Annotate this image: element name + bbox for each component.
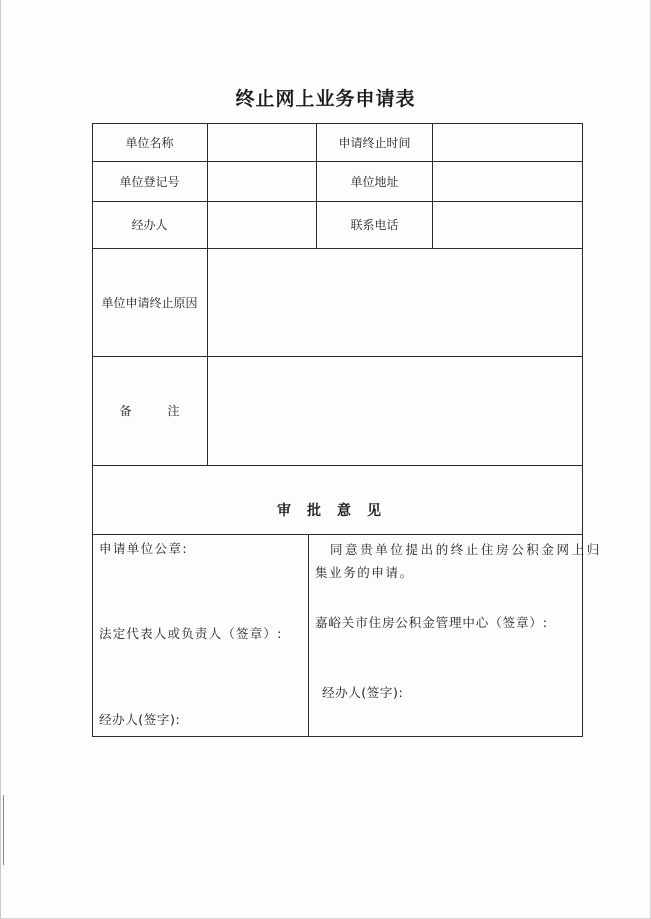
opinion-text-line2: 集业务的申请。 <box>315 565 414 580</box>
scan-mark <box>3 795 4 865</box>
approval-heading: 审批意见 <box>277 503 397 519</box>
handler-label: 经办人 <box>131 218 168 232</box>
remarks-field[interactable] <box>208 357 582 465</box>
unit-registration-field[interactable] <box>208 162 316 201</box>
opinion-text-line1: 同意贵单位提出的终止住房公积金网上归 <box>330 542 602 557</box>
phone-label: 联系电话 <box>350 218 399 232</box>
termination-reason-field[interactable] <box>208 249 582 356</box>
scan-edge <box>0 0 1 919</box>
applicant-handler-label: 经办人(签字): <box>99 712 181 727</box>
unit-address-field[interactable] <box>433 162 582 201</box>
unit-name-label: 单位名称 <box>125 135 174 150</box>
termination-time-field[interactable] <box>433 124 582 161</box>
remarks-label: 备 注 <box>119 404 180 418</box>
termination-time-label: 申请终止时间 <box>338 135 411 150</box>
handler-field[interactable] <box>208 202 316 248</box>
phone-field[interactable] <box>433 202 582 248</box>
termination-reason-label: 单位申请终止原因 <box>101 295 198 310</box>
unit-registration-label: 单位登记号 <box>119 174 180 189</box>
center-seal-label: 嘉峪关市住房公积金管理中心（签章）: <box>315 615 548 630</box>
applicant-seal-label: 申请单位公章: <box>99 541 189 556</box>
center-handler-label: 经办人(签字): <box>322 685 404 700</box>
form-title: 终止网上业务申请表 <box>235 88 416 110</box>
legal-representative-label: 法定代表人或负责人（签章）: <box>99 626 283 641</box>
unit-name-field[interactable] <box>208 124 316 161</box>
unit-address-label: 单位地址 <box>350 174 399 189</box>
